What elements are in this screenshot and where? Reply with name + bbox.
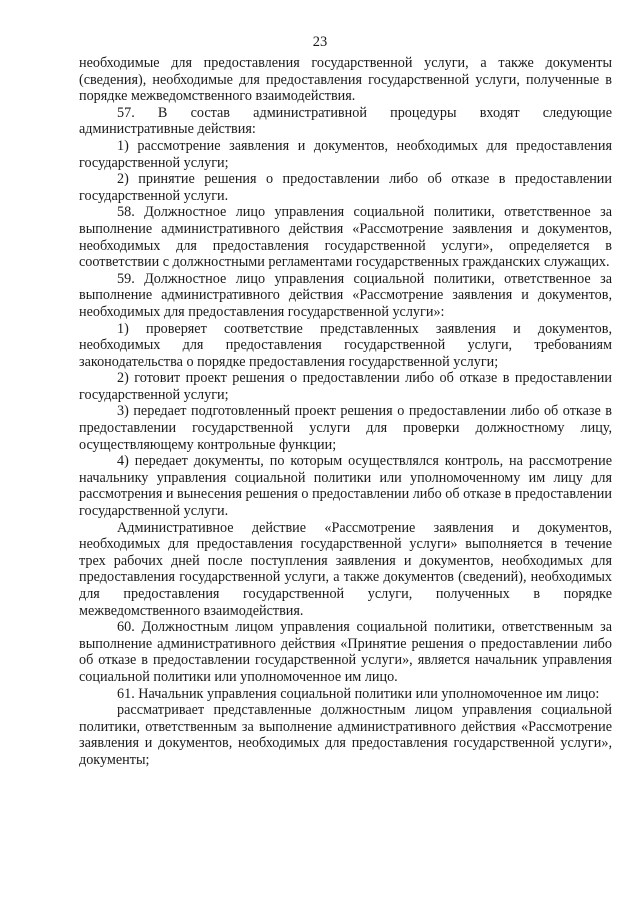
paragraph-59-item-2: 2) готовит проект решения о предоставлении либо об отказе в предоставлении государственной услуги; — [79, 370, 612, 403]
paragraph-57-item-1: 1) рассмотрение заявления и документов, необходимых для предоставления государственной услуги; — [79, 137, 612, 171]
paragraph-61-item: рассматривает представленные должностным лицом управления социальной политики, ответственным за выполнение административного действия «Рассмотрение заявления и документов, необходимых для предоставления государственной услуги», документы; — [79, 702, 612, 768]
paragraph-60: 60. Должностным лицом управления социальной политики, ответственным за выполнение административного действия «Принятие решения о предоставлении либо об отказе в предоставлении государственной услуги», является начальник управления социальной политики или уполномоченное им лицо. — [79, 619, 612, 685]
paragraph-59-item-3: 3) передает подготовленный проект решения о предоставлении либо об отказе в предоставлении государственной услуги для проверки должностному лицу, осуществляющему контрольные функции; — [79, 403, 612, 453]
paragraph-59-item-4: 4) передает документы, по которым осуществлялся контроль, на рассмотрение начальнику управления социальной политики или уполномоченному им лицу для рассмотрения и вынесения решения о предоставлении либо об отказе в предоставлении государственной услуги. — [79, 453, 612, 520]
document-body — [79, 55, 612, 769]
paragraph-61: 61. Начальник управления социальной политики или уполномоченное им лицо: — [117, 685, 600, 702]
paragraph-59-item-1: 1) проверяет соответствие представленных заявления и документов, необходимых для предоставления государственной услуги, требованиям законодательства о порядке предоставления государственной услуги; — [79, 320, 612, 370]
paragraph-59-deadline: Административное действие «Рассмотрение заявления и документов, необходимых для предоставления государственной услуги» выполняется в течение трех рабочих дней после поступления заявления и документов, необходимых для предоставления государственной услуги, а также документов (сведений), необходимых для предоставления государственной услуги, полученных в порядке межведомственного взаимодействия. — [79, 519, 612, 619]
page-number: 23 — [312, 34, 328, 50]
paragraph-58: 58. Должностное лицо управления социальной политики, ответственное за выполнение административного действия «Рассмотрение заявления и документов, необходимых для предоставления государственной услуги», определяется в соответствии с должностными регламентами государственных гражданских служащих. — [79, 204, 612, 271]
paragraph-57: 57. В состав административной процедуры входят следующие административные действия: — [79, 104, 612, 138]
paragraph-continuation: необходимые для предоставления государственной услуги, а также документы (сведения), необходимые для предоставления государственной услуги, полученные в порядке межведомственного взаимодействия. — [79, 55, 612, 105]
paragraph-59: 59. Должностное лицо управления социальной политики, ответственное за выполнение административного действия «Рассмотрение заявления и документов, необходимых для предоставления государственной услуги»: — [79, 270, 612, 320]
paragraph-57-item-2: 2) принятие решения о предоставлении либо об отказе в предоставлении государственной услуги. — [79, 171, 612, 204]
